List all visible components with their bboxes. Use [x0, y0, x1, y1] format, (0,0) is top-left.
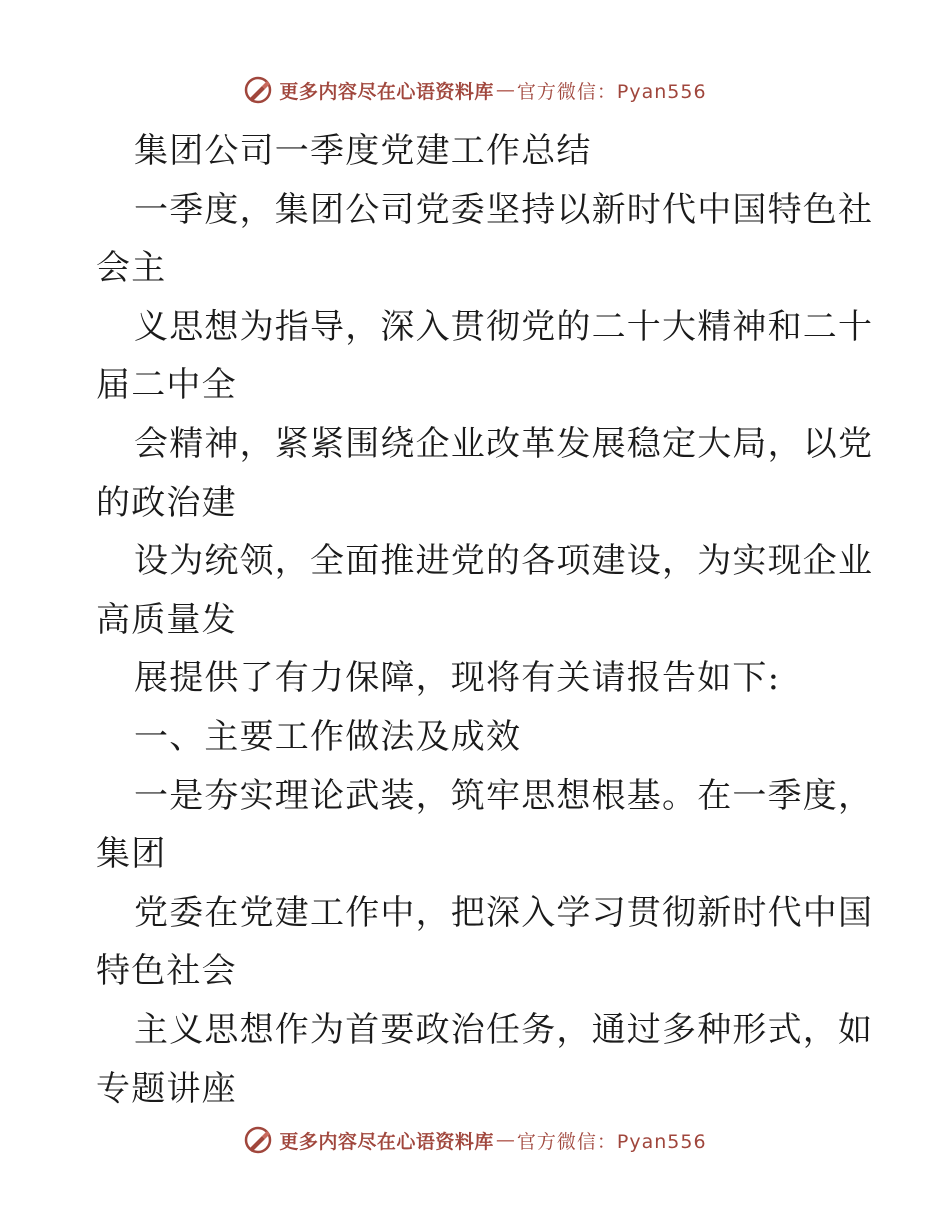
pen-logo-icon [243, 75, 273, 105]
text-line: 集团公司一季度党建工作总结 [134, 131, 592, 171]
footer-watermark [0, 1120, 950, 1160]
text-line: 的政治建 [96, 482, 237, 523]
text-line: 一、主要工作做法及成效 [134, 716, 522, 757]
watermark-contact: 官方微信：Pyan556 [516, 1130, 707, 1153]
text-line: 会主 [96, 248, 167, 289]
header-watermark [0, 70, 950, 110]
text-line: 展提供了有力保障，现将有关请报告如下: [134, 658, 781, 699]
document-body [96, 122, 874, 1118]
text-line: 专题讲座 [96, 1068, 237, 1109]
text-line: 主义思想作为首要政治任务，通过多种形式，如 [134, 1009, 874, 1050]
watermark-dash: — [495, 1129, 515, 1151]
watermark-main-text: 更多内容尽在心语资料库 [279, 80, 494, 103]
text-line: 届二中全 [96, 365, 237, 406]
watermark-contact: 官方微信：Pyan556 [516, 80, 707, 103]
text-line: 党委在党建工作中，把深入学习贯彻新时代中国 [134, 892, 874, 933]
text-line: 高质量发 [96, 599, 237, 640]
pen-logo-icon [243, 1125, 273, 1155]
text-line: 义思想为指导，深入贯彻党的二十大精神和二十 [134, 306, 874, 347]
text-line: 一是夯实理论武装，筑牢思想根基。在一季度， [134, 775, 874, 816]
text-line: 一季度，集团公司党委坚持以新时代中国特色社 [134, 189, 874, 230]
watermark-main-text: 更多内容尽在心语资料库 [279, 1130, 494, 1153]
text-line: 特色社会 [96, 951, 237, 992]
text-line: 设为统领，全面推进党的各项建设，为实现企业 [134, 541, 874, 582]
text-line: 集团 [96, 834, 167, 875]
text-line: 会精神，紧紧围绕企业改革发展稳定大局，以党 [134, 423, 874, 464]
watermark-dash: — [495, 79, 515, 101]
